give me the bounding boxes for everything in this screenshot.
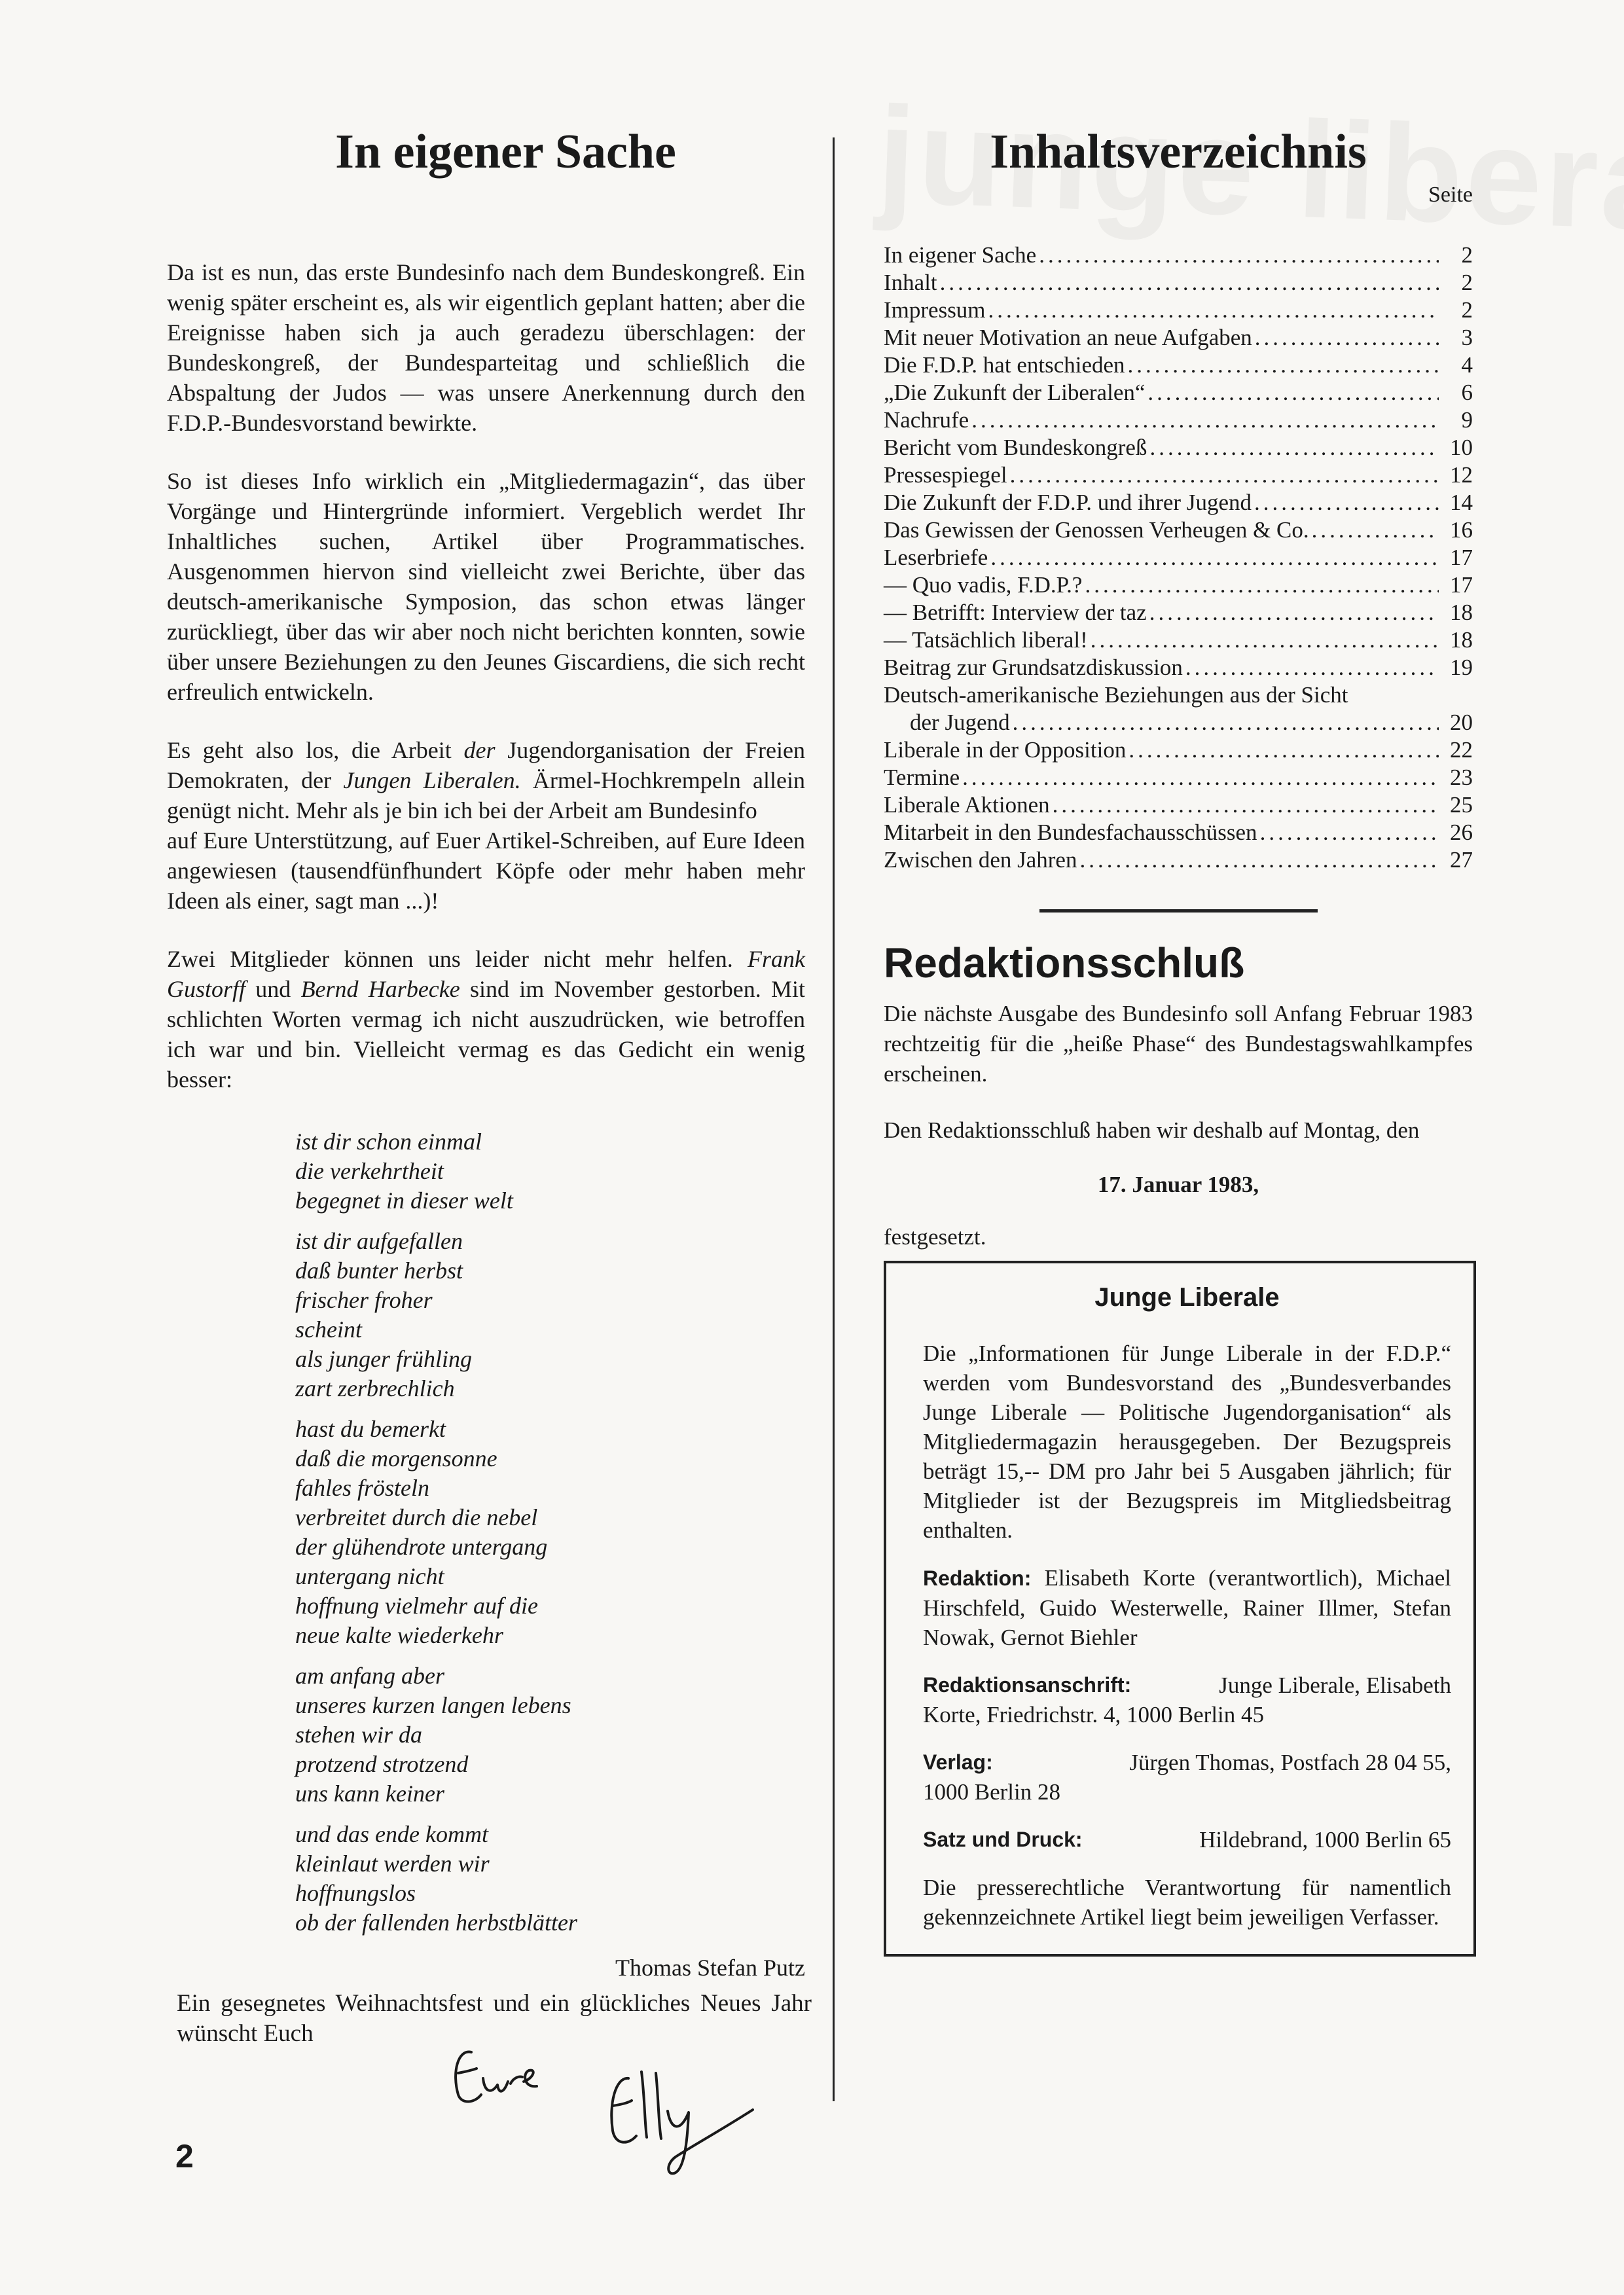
p3-text-a: Es geht also los, die Arbeit (167, 737, 464, 763)
impressum-verlag-value-2: 1000 Berlin 28 (923, 1779, 1060, 1805)
toc-entry-title: der Jugend (910, 710, 1010, 735)
poem-line: ist dir schon einmal (295, 1129, 482, 1155)
poem-line: untergang nicht (295, 1563, 444, 1589)
toc-entry-page: 14 (1450, 490, 1473, 515)
toc-leader (1128, 736, 1439, 764)
toc-leader (1312, 516, 1439, 544)
p3-emphasis-jungen-liberalen: Jungen Liberalen. (343, 767, 521, 793)
toc-entry (884, 599, 1473, 626)
column-divider (833, 137, 835, 2101)
poem-line: unseres kurzen langen lebens (295, 1692, 571, 1718)
toc-entry-page: 2 (1461, 242, 1473, 268)
p3-text-c: Jugendorganisation der Freien Demokraten, der (167, 737, 806, 793)
toc-entry-title: Liberale in der Opposition (884, 737, 1127, 763)
impressum-verlag (923, 1748, 1451, 1807)
poem-line: daß die morgensonne (295, 1445, 497, 1472)
toc-leader (1147, 379, 1439, 407)
toc-entry (884, 489, 1473, 516)
toc-entry-page: 22 (1450, 737, 1473, 763)
signature-elly-stroke (611, 2072, 661, 2142)
poem-line: und das ende kommt (295, 1821, 488, 1847)
editorial-paragraph-3 (167, 735, 805, 825)
poem-line: protzend strotzend (295, 1751, 469, 1777)
toc-entry-title: Impressum (884, 297, 986, 323)
toc-entry (884, 709, 1473, 736)
toc-entry-page: 17 (1450, 545, 1473, 570)
impressum-footer: Die presserechtliche Verantwortung für namentlich gekennzeichnete Artikel liegt beim jeweiligen Verfasser. (923, 1875, 1451, 1930)
poem-line: der glühendrote untergang (295, 1534, 548, 1560)
poem-line: uns kann keiner (295, 1780, 444, 1807)
poem-line: verbreitet durch die nebel (295, 1504, 538, 1530)
toc-entry-title: Nachrufe (884, 407, 969, 433)
toc-entry-page: 16 (1450, 517, 1473, 543)
toc-leader (1053, 791, 1439, 819)
poem-line: stehen wir da (295, 1722, 422, 1748)
poem-stanza (295, 1127, 805, 1216)
toc-entry (884, 654, 1473, 681)
poem-line: als junger frühling (295, 1346, 473, 1372)
impressum-anschrift (923, 1671, 1451, 1729)
toc-leader (1260, 819, 1439, 846)
toc-entry-title: — Quo vadis, F.D.P.? (884, 572, 1083, 598)
toc-leader (990, 544, 1439, 571)
handwritten-signatures (445, 2033, 812, 2190)
editorial-heading: In eigener Sache (335, 125, 676, 179)
signature-eure-stroke (483, 2070, 537, 2091)
toc-entry-title: Das Gewissen der Genossen Verheugen & Co. (884, 517, 1309, 543)
toc-entry (884, 626, 1473, 654)
impressum-satz-value: Hildebrand, 1000 Berlin 65 (1199, 1827, 1451, 1852)
p3-emphasis-der: der (463, 737, 496, 763)
toc-leader (1010, 461, 1439, 489)
poem-stanza (295, 1227, 805, 1403)
toc-entry (884, 269, 1473, 297)
poem-stanza (295, 1820, 805, 1938)
toc-entry (884, 764, 1473, 791)
poem-line: fahles frösteln (295, 1475, 429, 1501)
toc-leader (1185, 654, 1439, 681)
impressum-anschrift-value-2: Korte, Friedrichstr. 4, 1000 Berlin 45 (923, 1702, 1265, 1727)
toc-leader (1149, 434, 1439, 461)
poem-line: ob der fallenden herbstblätter (295, 1909, 577, 1936)
toc-leader (1128, 352, 1439, 379)
poem-line: scheint (295, 1316, 362, 1343)
toc-entry-title: Beitrag zur Grundsatzdiskussion (884, 655, 1183, 680)
impressum-box (884, 1261, 1476, 1957)
toc-entry-page: 12 (1450, 462, 1473, 488)
toc-entry-page: 4 (1461, 352, 1473, 378)
greeting-text: Ein gesegnetes Weihnachtsfest und ein glückliches Neues Jahr wünscht Euch (177, 1990, 812, 2047)
toc-entry-page: 2 (1461, 270, 1473, 295)
toc-leader (962, 764, 1439, 791)
toc-entry-page: 20 (1450, 710, 1473, 735)
editorial-paragraph-2: So ist dieses Info wirklich ein „Mitgliedermagazin“, das über Vorgänge und Hintergründe informiert. Vergeblich werdet Ihr Inhaltliches suchen, Artikel über Programmatisches. Ausgenommen hiervon sind vielleicht zwei Berichte, über das deutsch-amerikanische Symposion, das schon etwas länger zurückliegt, über das wir aber noch nicht berichten konnten, sowie über unsere Beziehungen zu den Jeunes Giscardiens, die sich recht erfreulich entwickeln. (167, 468, 805, 705)
impressum-redaktion-value: Elisabeth Korte (verantwortlich), Michael Hirschfeld, Guido Westerwelle, Rainer Illmer, Stefan Nowak, Gernot Biehler (923, 1565, 1451, 1650)
toc-entry (884, 407, 1473, 434)
toc-entry (884, 461, 1473, 489)
toc-leader (1149, 599, 1439, 626)
poem-line: neue kalte wiederkehr (295, 1622, 503, 1648)
toc-entry-page: 19 (1450, 655, 1473, 680)
poem-line: am anfang aber (295, 1663, 444, 1689)
impressum-intro: Die „Informationen für Junge Liberale in der F.D.P.“ werden vom Bundesvorstand des „Bundesverbandes Junge Liberale — Politische Jugendorganisation“ als Mitgliedermagazin herausgegeben. Der Bezugspreis beträgt 15,-- DM pro Jahr bei 5 Ausgaben jährlich; für Mitglieder ist der Bezugspreis im Mitgliedsbeitrag enthalten. (923, 1341, 1451, 1543)
toc-entry (884, 846, 1473, 874)
toc-entry-page: 25 (1450, 792, 1473, 818)
p4-name-harbecke: Bernd Harbecke (300, 976, 460, 1002)
toc-entry-title: Bericht vom Bundeskongreß (884, 435, 1147, 460)
toc-entry-title: Zwischen den Jahren (884, 847, 1077, 873)
toc-leader (1085, 571, 1439, 599)
toc-entry-page: 9 (1461, 407, 1473, 433)
toc-leader (1255, 324, 1439, 352)
section-divider (1039, 909, 1318, 913)
impressum-verlag-value: Jürgen Thomas, Postfach 28 04 55, (1129, 1750, 1451, 1775)
toc-leader (1091, 626, 1439, 654)
editorial-paragraph-3-cont: auf Eure Unterstützung, auf Euer Artikel-Schreiben, auf Eure Ideen angewiesen (tausendfünfhundert Köpfe oder mehr haben mehr Ideen als einer, sagt man ...)! (167, 827, 805, 914)
toc-entry-page: 23 (1450, 765, 1473, 790)
toc-entry (884, 736, 1473, 764)
toc-entry (884, 352, 1473, 379)
poem (295, 1127, 805, 1938)
toc-entry (884, 571, 1473, 599)
right-column (884, 124, 1473, 1957)
signature-elly-stroke (668, 2110, 753, 2173)
toc-entry-page: 27 (1450, 847, 1473, 873)
toc-entry (884, 242, 1473, 269)
toc-leader (1039, 242, 1439, 269)
poem-stanza (295, 1661, 805, 1809)
redaktionsschluss-paragraph-2: Den Redaktionsschluß haben wir deshalb auf Montag, den (884, 1117, 1420, 1143)
toc-entry-page: 18 (1450, 600, 1473, 625)
poem-stanza (295, 1415, 805, 1650)
toc-leader (1013, 709, 1439, 736)
toc-leader (1079, 846, 1439, 874)
poem-line: ist dir aufgefallen (295, 1228, 463, 1254)
toc-entry (884, 434, 1473, 461)
toc-seite-label: Seite (1428, 183, 1473, 207)
toc-entry-page: 6 (1461, 380, 1473, 405)
toc-entry (884, 379, 1473, 407)
toc-entry-title: Leserbriefe (884, 545, 988, 570)
table-of-contents (884, 242, 1473, 874)
signature-eure-stroke (456, 2052, 481, 2102)
impressum-verlag-label: Verlag: (923, 1750, 993, 1774)
toc-entry-title: — Betrifft: Interview der taz (884, 600, 1147, 625)
toc-entry-title: — Tatsächlich liberal! (884, 627, 1088, 653)
poem-line: begegnet in dieser welt (295, 1187, 513, 1214)
impressum-satz (923, 1825, 1451, 1854)
toc-entry-page: 10 (1450, 435, 1473, 460)
toc-entry (884, 819, 1473, 846)
toc-entry-title: „Die Zukunft der Liberalen“ (884, 380, 1146, 405)
toc-leader (988, 297, 1439, 324)
toc-entry-page: 18 (1450, 627, 1473, 653)
poem-line: hast du bemerkt (295, 1416, 446, 1442)
poem-line: zart zerbrechlich (295, 1375, 455, 1401)
toc-heading: Inhaltsverzeichnis (990, 125, 1367, 179)
poem-author: Thomas Stefan Putz (615, 1955, 805, 1981)
impressum-anschrift-value: Junge Liberale, Elisabeth (1219, 1672, 1451, 1698)
toc-entry-page: 2 (1461, 297, 1473, 323)
poem-line: hoffnung vielmehr auf die (295, 1593, 538, 1619)
toc-entry-title: Pressespiegel (884, 462, 1007, 488)
impressum-redaktion-label: Redaktion: (923, 1566, 1032, 1590)
toc-entry-title: Liberale Aktionen (884, 792, 1050, 818)
toc-entry-title: Termine (884, 765, 960, 790)
p4-text-c: und (245, 976, 301, 1002)
toc-entry (884, 791, 1473, 819)
poem-line: frischer froher (295, 1287, 433, 1313)
toc-entry-page: 3 (1461, 325, 1473, 350)
redaktionsschluss-date: 17. Januar 1983, (1097, 1172, 1259, 1197)
editorial-paragraph-4 (167, 944, 805, 1094)
poem-line: die verkehrtheit (295, 1158, 444, 1184)
redaktionsschluss-paragraph: Die nächste Ausgabe des Bundesinfo soll Anfang Februar 1983 rechtzeitig für die „heiße Phase“ des Bundestagswahlkampfes erscheinen. (884, 1001, 1473, 1087)
impressum-anschrift-label: Redaktionsanschrift: (923, 1673, 1132, 1697)
toc-entry-title: Die F.D.P. hat entschieden (884, 352, 1125, 378)
toc-entry-page: 26 (1450, 820, 1473, 845)
toc-entry (884, 297, 1473, 324)
toc-entry (884, 516, 1473, 544)
toc-entry-page: 17 (1450, 572, 1473, 598)
p3-text-e: Ärmel-Hochkrempeln allein genügt nicht. Mehr als je bin ich bei der Arbeit am Bundesinfo (167, 767, 805, 823)
poem-line: daß bunter herbst (295, 1257, 463, 1284)
p4-name-gustorff: Frank Gustorff (167, 946, 805, 1002)
toc-leader (940, 269, 1439, 297)
impressum-title: Junge Liberale (1094, 1283, 1280, 1312)
toc-entry-title-line: Deutsch-amerikanische Beziehungen aus der Sicht (884, 682, 1348, 708)
toc-leader (971, 407, 1439, 434)
poem-line: hoffnungslos (295, 1880, 416, 1906)
toc-entry-title: Inhalt (884, 270, 937, 295)
redaktionsschluss-heading: Redaktionsschluß (884, 939, 1245, 986)
toc-leader (1254, 489, 1439, 516)
toc-entry-title: Die Zukunft der F.D.P. und ihrer Jugend (884, 490, 1252, 515)
redaktionsschluss-festgesetzt: festgesetzt. (884, 1224, 986, 1250)
toc-entry-title: In eigener Sache (884, 242, 1037, 268)
editorial-paragraph-1: Da ist es nun, das erste Bundesinfo nach dem Bundeskongreß. Ein wenig später erscheint es, als wir eigentlich geplant hatten; aber die Ereignisse haben sich ja auch geradezu überschlagen: der Bundeskongreß, der Bundesparteitag und schließlich die Abspaltung der Judos — was unsere Anerkennung durch den F.D.P.-Bundesvorstand bewirkte. (167, 259, 805, 436)
page-number: 2 (175, 2138, 194, 2175)
toc-entry-title: Mit neuer Motivation an neue Aufgaben (884, 325, 1252, 350)
editorial-column (167, 124, 805, 1981)
poem-line: kleinlaut werden wir (295, 1851, 490, 1877)
p4-text-e: sind im November gestorben. Mit schlichten Worten vermag ich nicht auszudrücken, wie betroffen ich war und bin. Vielleicht vermag es das Gedicht ein wenig besser: (167, 976, 805, 1093)
toc-entry (884, 324, 1473, 352)
toc-entry (884, 544, 1473, 571)
p4-text-a: Zwei Mitglieder können uns leider nicht mehr helfen. (167, 946, 748, 972)
impressum-satz-label: Satz und Druck: (923, 1828, 1083, 1851)
toc-entry-title: Mitarbeit in den Bundesfachausschüssen (884, 820, 1257, 845)
impressum-redaktion (923, 1563, 1451, 1652)
